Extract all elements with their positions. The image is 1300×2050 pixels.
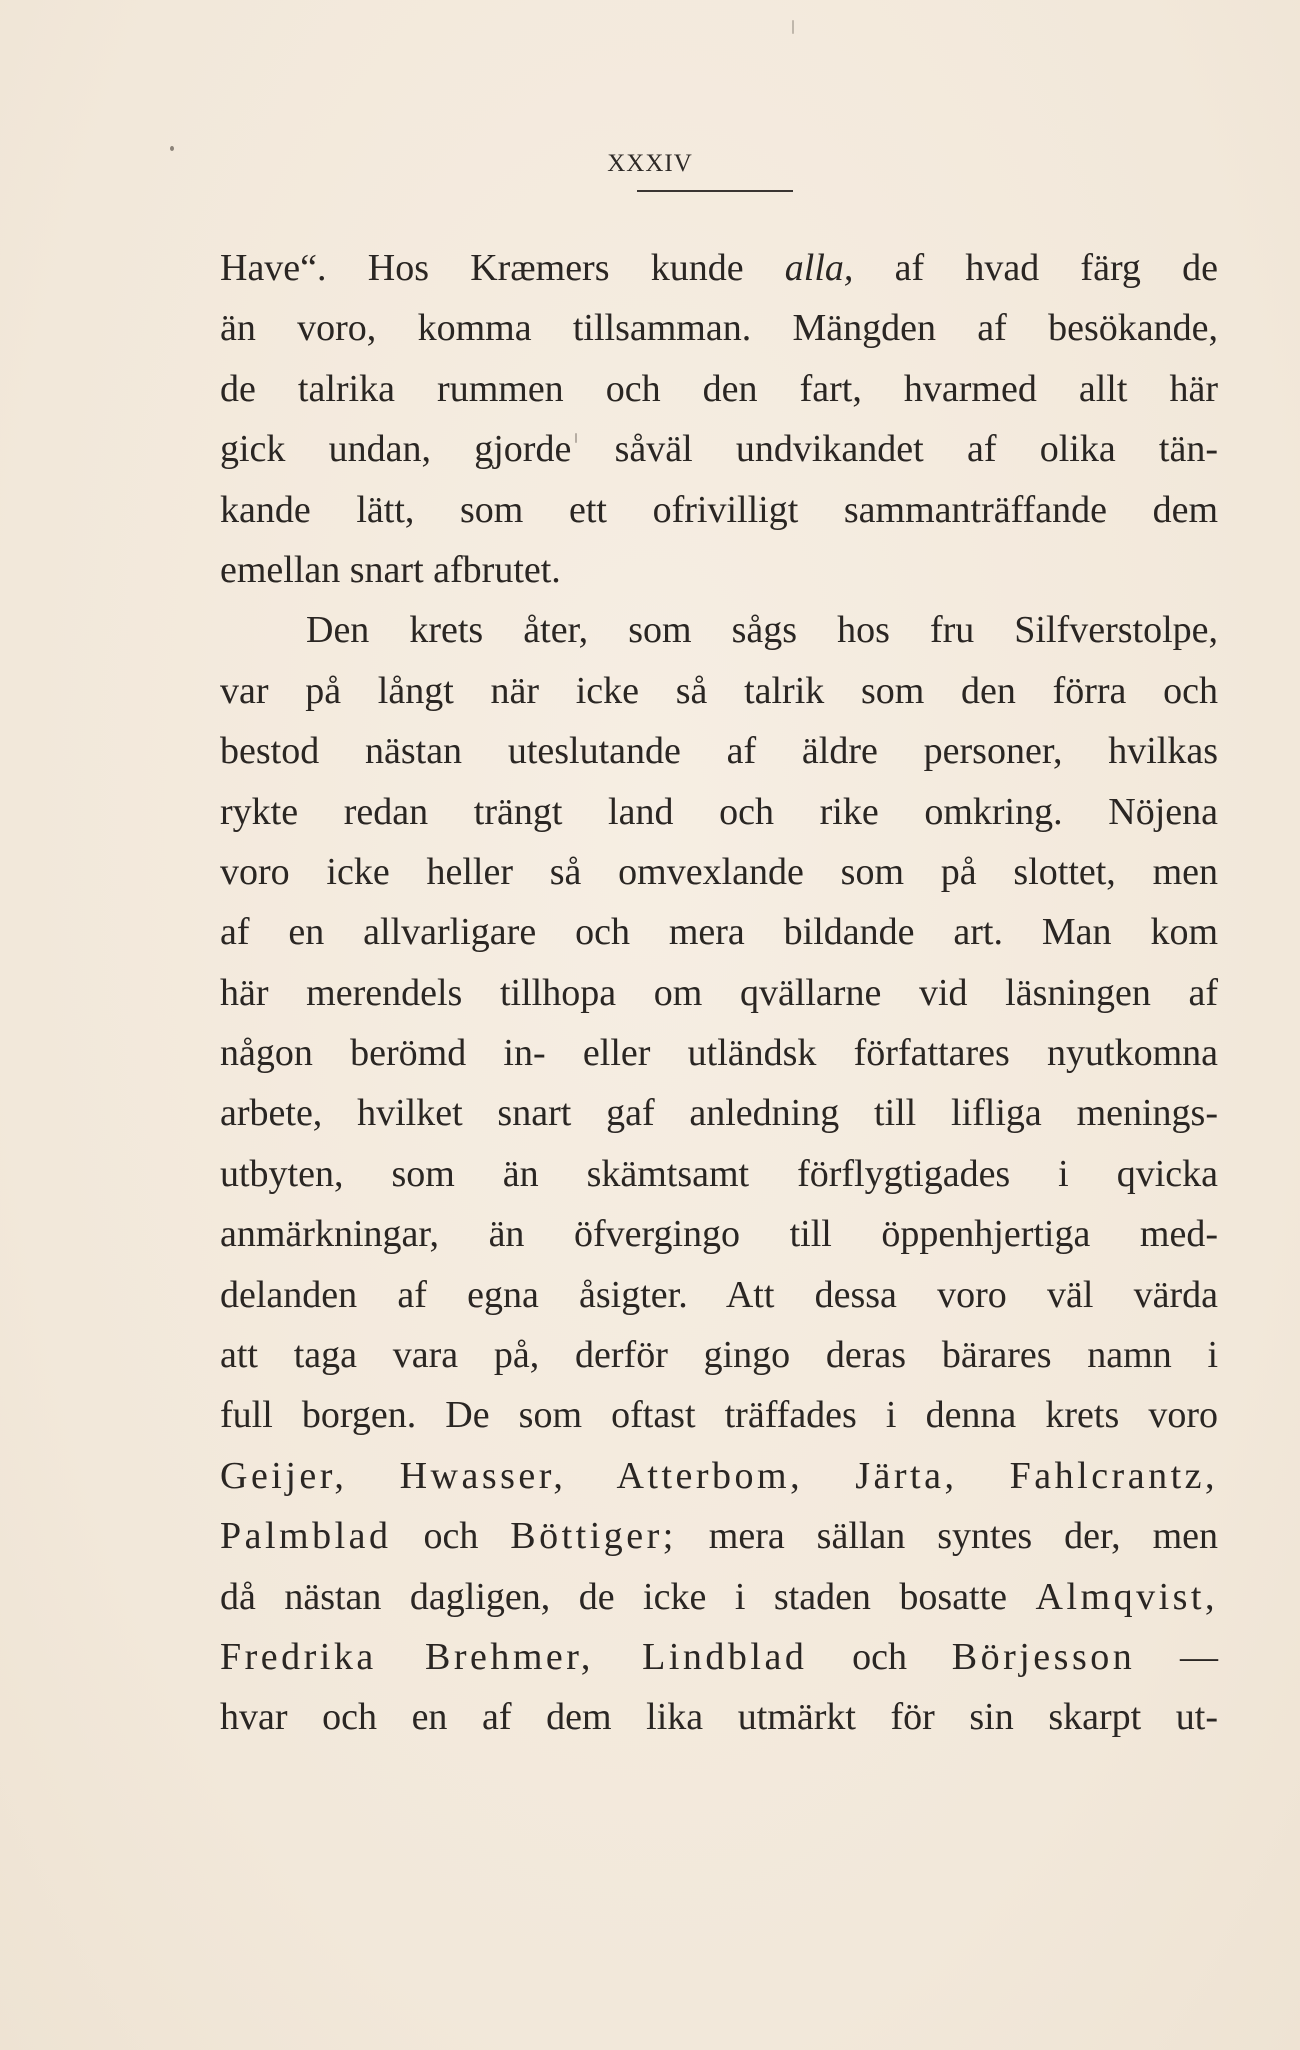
text-segment: att taga vara på, derför gingo deras bärares namn i	[220, 1334, 1218, 1377]
text-line	[220, 1265, 1218, 1325]
text-segment: arbete, hvilket snart gaf anledning till lifliga menings-	[220, 1092, 1218, 1135]
text-line	[220, 963, 1218, 1023]
text-segment: voro icke heller så omvexlande som på slottet, men	[220, 850, 1218, 893]
text-segment: anmärkningar, än öfvergingo till öppenhjertiga med-	[220, 1213, 1218, 1256]
text-segment: mera sällan syntes der, men	[676, 1515, 1218, 1558]
text-segment: rykte redan trängt land och rike omkring. Nöjena	[220, 790, 1218, 833]
text-line	[220, 1627, 1218, 1687]
text-segment: bestod nästan uteslutande af äldre personer, hvilkas	[220, 730, 1218, 773]
text-line	[220, 1687, 1218, 1747]
text-segment: kande lätt, som ett ofrivilligt sammanträffande dem	[220, 488, 1218, 531]
text-line	[220, 238, 1218, 298]
text-segment: Palmblad	[220, 1515, 392, 1558]
text-line	[220, 1446, 1218, 1506]
text-segment: Den krets åter, som sågs hos fru Silfverstolpe,	[306, 609, 1218, 652]
body-text	[220, 238, 1218, 1748]
text-segment: af en allvarligare och mera bildande art. Man kom	[220, 911, 1218, 954]
text-line	[220, 1506, 1218, 1566]
text-line	[220, 1023, 1218, 1083]
page-number: XXXIV	[607, 150, 693, 177]
text-line	[220, 298, 1218, 358]
text-line	[220, 842, 1218, 902]
text-segment: —	[1135, 1635, 1218, 1678]
text-line	[220, 1385, 1218, 1445]
page-number-rule	[637, 190, 793, 192]
text-line	[220, 540, 1218, 600]
text-segment: de talrika rummen och den fart, hvarmed allt här	[220, 367, 1218, 410]
text-line	[220, 419, 1218, 479]
text-segment: hvar och en af dem lika utmärkt för sin skarpt ut-	[220, 1696, 1218, 1739]
paragraph	[220, 238, 1218, 600]
text-line	[220, 1567, 1218, 1627]
text-line	[220, 721, 1218, 781]
text-segment: någon berömd in- eller utländsk författares nyutkomna	[220, 1032, 1218, 1075]
text-line	[220, 661, 1218, 721]
text-segment: då nästan dagligen, de icke i staden bosatte	[220, 1575, 1036, 1618]
text-line	[220, 1083, 1218, 1143]
text-line	[220, 902, 1218, 962]
text-segment: här merendels tillhopa om qvällarne vid läsningen af	[220, 971, 1218, 1014]
text-line	[220, 1204, 1218, 1264]
text-segment: var på långt när icke så talrik som den förra och	[220, 669, 1218, 712]
text-segment: af hvad färg de	[853, 247, 1218, 289]
text-segment: Almqvist,	[1035, 1575, 1218, 1618]
text-line	[220, 1144, 1218, 1204]
paragraph	[220, 600, 1218, 1747]
text-segment: gick undan, gjorde såväl undvikandet af olika tän-	[220, 428, 1218, 471]
text-line	[220, 600, 1218, 660]
text-segment: och	[391, 1515, 511, 1558]
text-line	[220, 480, 1218, 540]
text-line	[220, 359, 1218, 419]
text-segment: Geijer, Hwasser, Atterbom, Järta, Fahlcrantz,	[220, 1454, 1218, 1497]
text-segment: och	[807, 1635, 952, 1678]
text-segment: full borgen. De som oftast träffades i denna krets voro	[220, 1394, 1218, 1437]
text-segment: delanden af egna åsigter. Att dessa voro väl värda	[220, 1273, 1218, 1316]
text-segment: emellan snart afbrutet.	[220, 548, 561, 591]
text-line	[220, 1325, 1218, 1385]
text-segment: än voro, komma tillsamman. Mängden af besökande,	[220, 307, 1218, 350]
text-segment: utbyten, som än skämtsamt förflygtigades i qvicka	[220, 1152, 1218, 1195]
paper-speck	[792, 20, 794, 34]
text-segment: Fredrika Brehmer, Lindblad	[220, 1635, 808, 1678]
text-segment: Have“. Hos Kræmers kunde	[220, 247, 785, 289]
text-segment: Böttiger;	[510, 1515, 677, 1558]
text-segment: Börjesson	[951, 1635, 1136, 1678]
text-line	[220, 782, 1218, 842]
text-segment: alla,	[784, 247, 854, 289]
